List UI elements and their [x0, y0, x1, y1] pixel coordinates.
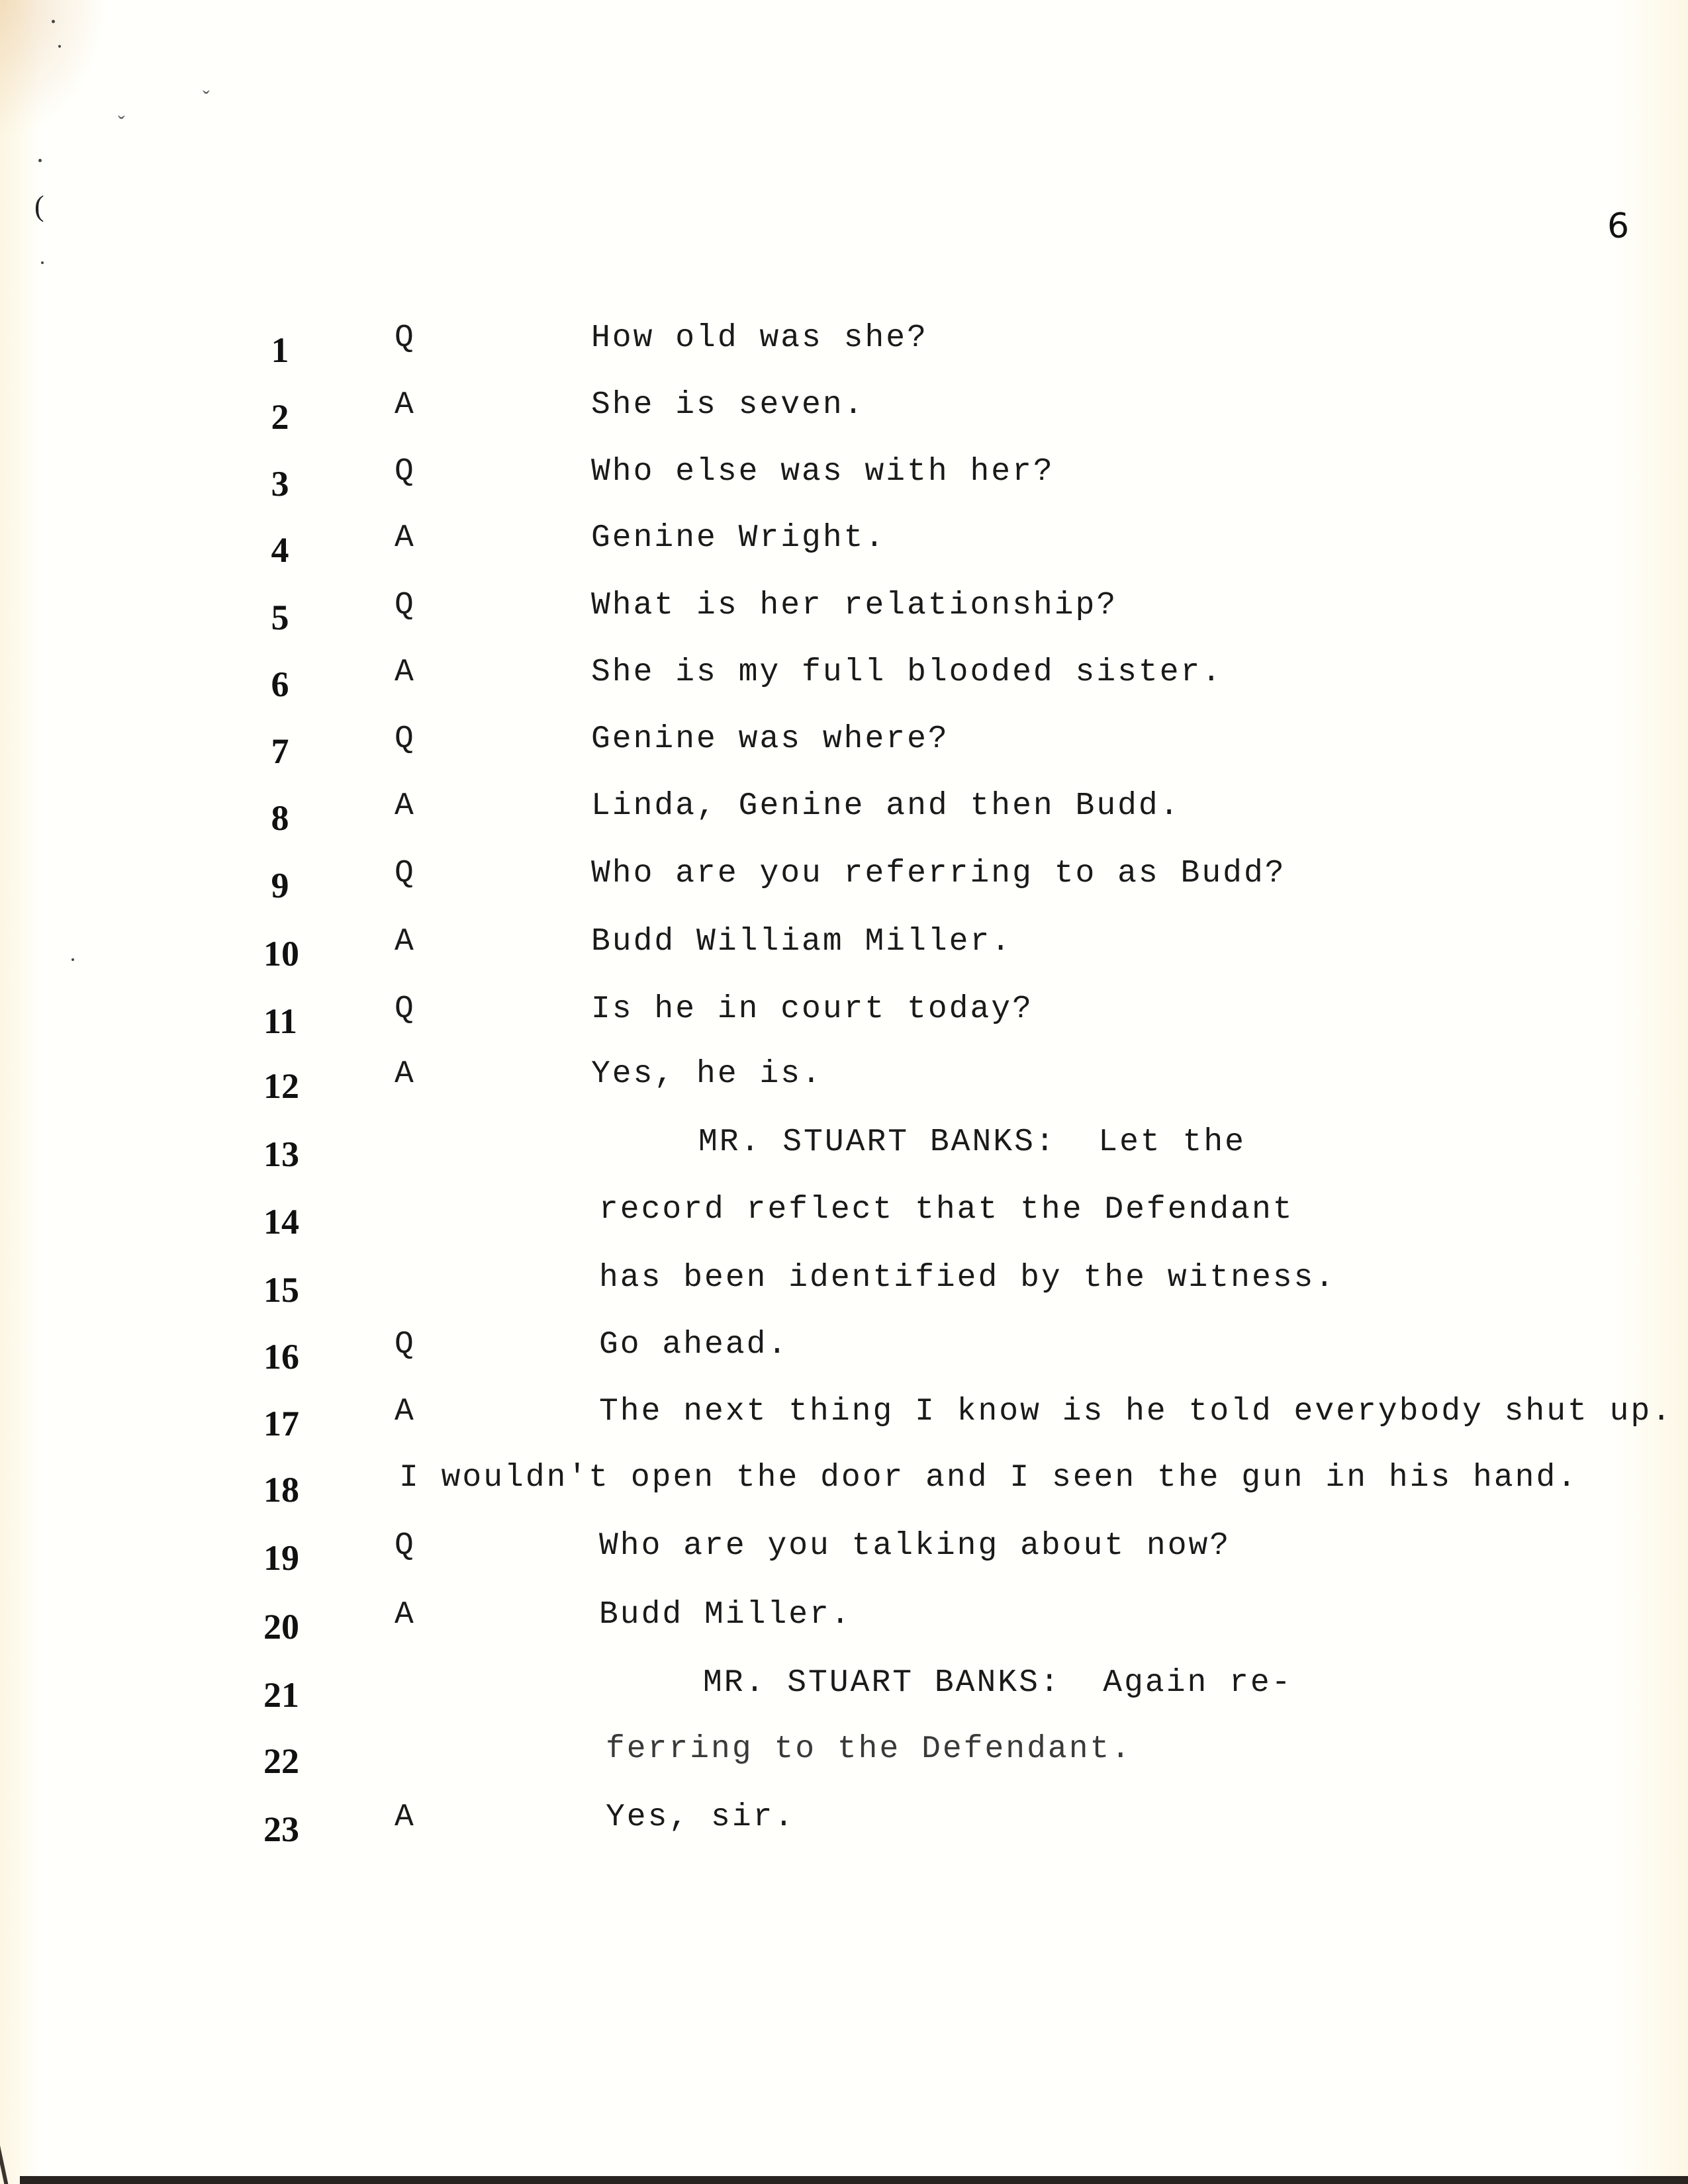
transcript-line	[0, 1192, 1688, 1254]
line-text: Go ahead.	[599, 1327, 789, 1363]
line-text: Who else was with her?	[591, 454, 1055, 490]
transcript-line	[0, 454, 1688, 516]
transcript-line	[0, 1394, 1688, 1456]
line-number: 5	[271, 598, 289, 637]
qa-marker: A	[395, 520, 414, 556]
transcript-line	[0, 1799, 1688, 1862]
qa-marker: A	[395, 655, 414, 690]
transcript-line	[0, 1731, 1688, 1794]
transcript-line	[0, 856, 1688, 918]
transcript-line	[0, 1260, 1688, 1322]
line-text: I wouldn't open the door and I seen the gun in his hand.	[399, 1460, 1579, 1496]
line-number: 18	[263, 1470, 299, 1510]
line-number: 1	[271, 330, 289, 370]
margin-ink-mark: ˇ	[203, 86, 210, 110]
line-text: She is my full blooded sister.	[591, 655, 1223, 690]
paper-speck	[58, 45, 61, 48]
line-number: 10	[263, 934, 299, 974]
transcript-line	[0, 588, 1688, 650]
qa-marker: Q	[395, 1327, 414, 1363]
line-number: 14	[263, 1202, 299, 1242]
qa-marker: A	[395, 924, 414, 960]
line-text: Is he in court today?	[591, 991, 1033, 1027]
qa-marker: A	[395, 1597, 414, 1633]
line-number: 11	[263, 1001, 298, 1041]
margin-paren-mark: (	[34, 190, 44, 222]
qa-marker: A	[395, 788, 414, 824]
page-number: 6	[1607, 206, 1630, 246]
transcript-line	[0, 721, 1688, 784]
colloquy-text: MR. STUART BANKS: Again re-	[703, 1665, 1293, 1701]
paper-speck	[38, 159, 42, 162]
line-text: Budd William Miller.	[591, 924, 1013, 960]
qa-marker: Q	[395, 454, 414, 490]
qa-marker: Q	[395, 588, 414, 623]
line-text: ferring to the Defendant.	[606, 1731, 1133, 1767]
line-number: 13	[263, 1134, 299, 1174]
line-number: 23	[263, 1809, 299, 1849]
line-text: She is seven.	[591, 387, 865, 423]
line-number: 17	[263, 1404, 299, 1443]
transcript-line	[0, 991, 1688, 1054]
margin-ink-mark: ˇ	[118, 111, 125, 135]
line-text: Who are you talking about now?	[599, 1528, 1231, 1564]
transcript-line	[0, 1056, 1688, 1118]
qa-marker: A	[395, 387, 414, 423]
line-text: has been identified by the witness.	[599, 1260, 1336, 1296]
transcript-line	[0, 320, 1688, 383]
qa-marker: Q	[395, 1528, 414, 1564]
line-number: 15	[263, 1270, 299, 1310]
paper-bottom-edge	[20, 2176, 1688, 2184]
transcript-line	[0, 520, 1688, 582]
qa-marker: Q	[395, 991, 414, 1027]
line-text: Linda, Genine and then Budd.	[591, 788, 1181, 824]
transcript-line	[0, 387, 1688, 449]
line-text: Budd Miller.	[599, 1597, 852, 1633]
line-number: 6	[271, 664, 289, 704]
transcript-line	[0, 1327, 1688, 1389]
line-text: How old was she?	[591, 320, 928, 356]
line-number: 2	[271, 397, 289, 437]
line-text: Yes, he is.	[591, 1056, 823, 1092]
line-text: Genine was where?	[591, 721, 949, 757]
paper-speck	[52, 20, 55, 23]
line-number: 21	[263, 1675, 299, 1715]
line-text: The next thing I know is he told everybody shut up.	[599, 1394, 1673, 1430]
qa-marker: A	[395, 1056, 414, 1092]
line-text: record reflect that the Defendant	[599, 1192, 1294, 1228]
transcript-line	[0, 1665, 1688, 1727]
paper-edge-shadow	[0, 2144, 8, 2184]
qa-marker: Q	[395, 856, 414, 891]
line-number: 4	[271, 530, 289, 570]
transcript-line	[0, 788, 1688, 850]
transcript-line	[0, 1528, 1688, 1590]
line-number: 16	[263, 1337, 299, 1377]
line-number: 20	[263, 1607, 299, 1647]
transcript-line	[0, 924, 1688, 986]
line-number: 7	[271, 731, 289, 771]
transcript-line	[0, 655, 1688, 717]
line-number: 3	[271, 464, 289, 504]
line-number: 19	[263, 1538, 299, 1578]
qa-marker: Q	[395, 721, 414, 757]
colloquy-text: MR. STUART BANKS: Let the	[698, 1124, 1246, 1160]
transcript-line	[0, 1124, 1688, 1187]
line-number: 8	[271, 798, 289, 838]
qa-marker: A	[395, 1799, 414, 1835]
line-text: Genine Wright.	[591, 520, 886, 556]
line-text: What is her relationship?	[591, 588, 1118, 623]
qa-marker: Q	[395, 320, 414, 356]
line-text: Who are you referring to as Budd?	[591, 856, 1286, 891]
line-number: 22	[263, 1741, 299, 1781]
paper-speck	[41, 261, 44, 264]
line-number: 12	[263, 1066, 299, 1106]
transcript-line	[0, 1460, 1688, 1522]
transcript-line	[0, 1597, 1688, 1659]
qa-marker: A	[395, 1394, 414, 1430]
line-number: 9	[271, 866, 289, 905]
line-text: Yes, sir.	[606, 1799, 796, 1835]
